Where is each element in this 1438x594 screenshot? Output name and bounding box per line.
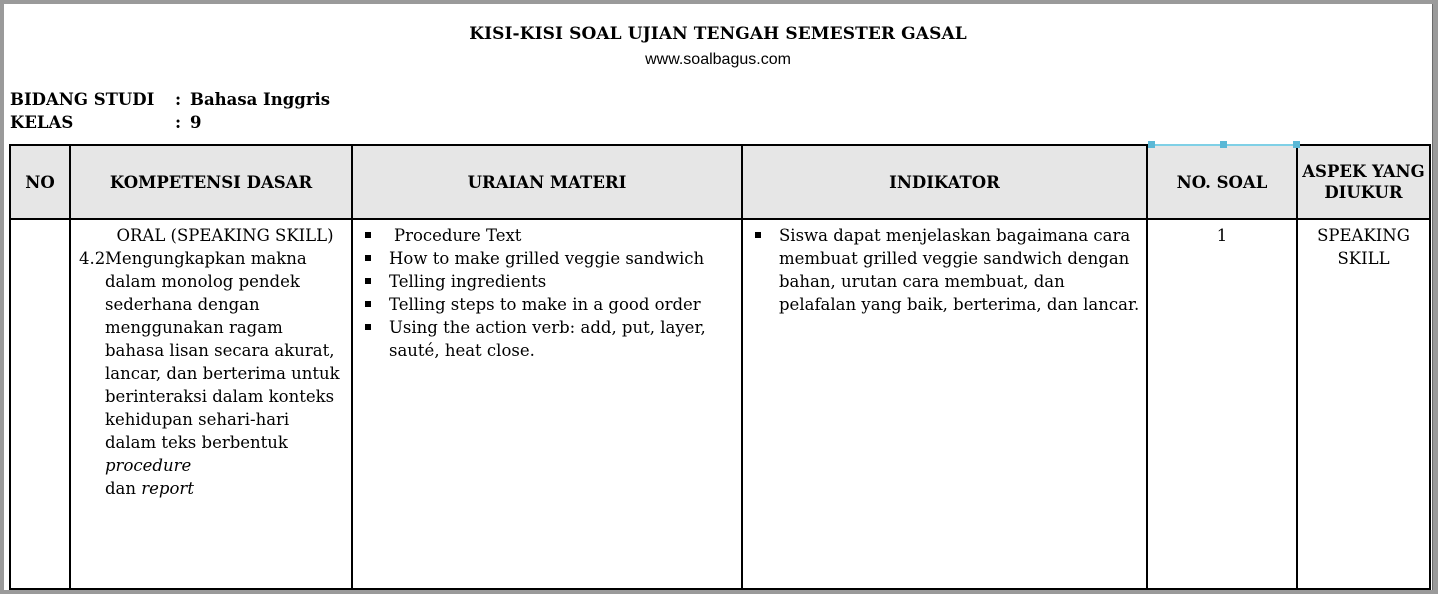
class-separator: : (175, 113, 182, 132)
document-page (4, 4, 1433, 590)
kd-heading: ORAL (SPEAKING SKILL) (116, 226, 334, 245)
column-header-indikator: INDIKATOR (742, 145, 1147, 219)
bullet-icon (365, 301, 371, 307)
column-header-materi: URAIAN MATERI (352, 145, 742, 219)
list-item: Telling ingredients (359, 270, 735, 293)
cell-kompetensi (70, 219, 352, 589)
list-item: Procedure Text (359, 224, 735, 247)
subject-label: BIDANG STUDI (10, 90, 155, 109)
indikator-list (749, 224, 1140, 316)
list-item: How to make grilled veggie sandwich (359, 247, 735, 270)
resize-handle-left[interactable] (1148, 141, 1155, 148)
column-header-no-soal: NO. SOAL (1147, 145, 1297, 219)
subject-separator: : (175, 90, 182, 109)
kd-conjunction: dan (105, 479, 137, 498)
document-title: KISI-KISI SOAL UJIAN TENGAH SEMESTER GASAL (469, 24, 967, 44)
kd-text-block (105, 247, 345, 500)
kd-body (79, 247, 345, 500)
table-header-row (10, 145, 1430, 219)
cell-no (10, 219, 70, 589)
column-header-no: NO (10, 145, 70, 219)
materi-list (359, 224, 735, 362)
kd-text: Mengungkapkan makna dalam monolog pendek sederhana dengan menggunakan ragam bahasa lisan secara akurat, lancar, dan berterima untuk berinteraksi dalam konteks kehidupan sehari-hari dalam teks berbentuk (105, 249, 340, 452)
bullet-icon (365, 232, 371, 238)
table-row (10, 219, 1430, 589)
class-label: KELAS (10, 113, 74, 132)
list-item: Siswa dapat menjelaskan bagaimana cara membuat grilled veggie sandwich dengan bahan, urutan cara membuat, dan pelafalan yang baik, berterima, dan lancar. (749, 224, 1140, 316)
cell-materi (352, 219, 742, 589)
class-value: 9 (190, 113, 202, 132)
website-url: www.soalbagus.com (645, 51, 791, 68)
bullet-icon (365, 278, 371, 284)
bullet-icon (365, 324, 371, 330)
list-item: Using the action verb: add, put, layer, sauté, heat close. (359, 316, 735, 362)
kd-number: 4.2 (79, 249, 106, 268)
kd-report: report (141, 479, 194, 498)
cell-aspek: SPEAKING SKILL (1297, 219, 1430, 589)
bullet-icon (365, 255, 371, 261)
cell-no-soal: 1 (1147, 219, 1297, 589)
resize-handle-middle[interactable] (1220, 141, 1227, 148)
resize-handle-right[interactable] (1293, 141, 1300, 148)
list-item: Telling steps to make in a good order (359, 293, 735, 316)
bullet-icon (755, 232, 761, 238)
selection-handles[interactable] (1148, 144, 1300, 146)
column-header-aspek: ASPEK YANG DIUKUR (1297, 145, 1430, 219)
subject-value: Bahasa Inggris (190, 90, 331, 109)
blueprint-table (9, 144, 1431, 590)
cell-indikator (742, 219, 1147, 589)
column-header-kompetensi: KOMPETENSI DASAR (70, 145, 352, 219)
kd-procedure: procedure (105, 456, 192, 475)
